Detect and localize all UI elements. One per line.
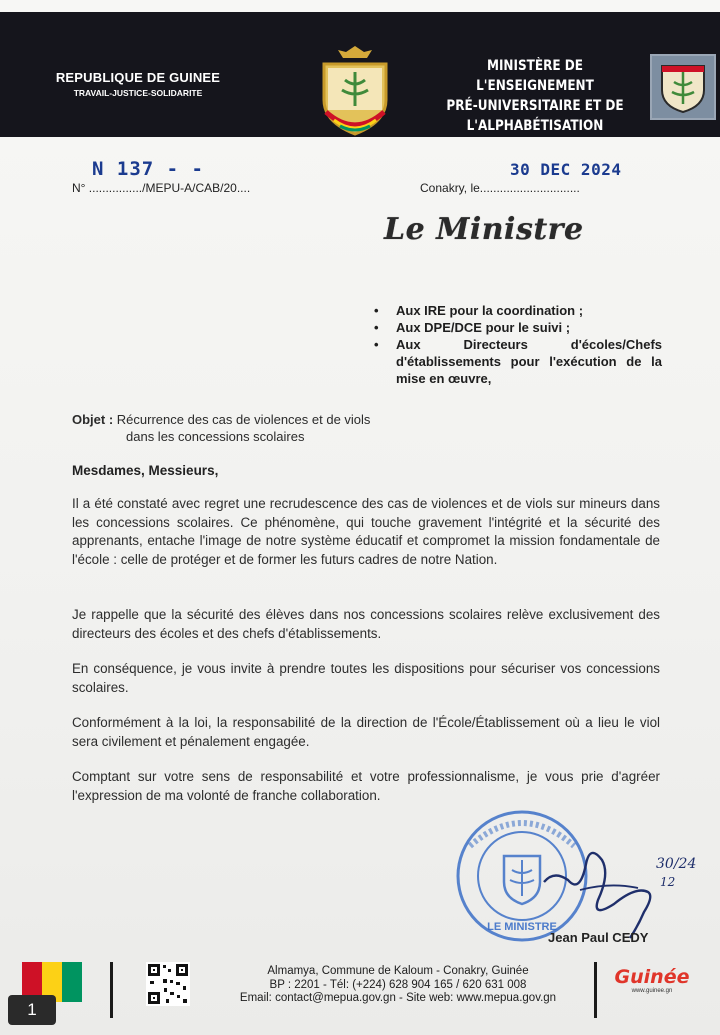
footer-divider xyxy=(594,962,597,1018)
brand-name: Guinée xyxy=(614,966,690,988)
reference-number-field: N° ................/MEPU-A/CAB/20.... xyxy=(72,181,251,195)
subject-line: Récurrence des cas de violences et de viols xyxy=(116,412,371,427)
flag-band xyxy=(62,962,82,1002)
signatory-name: Jean Paul CEDY xyxy=(548,930,649,945)
handwritten-reference-number: N 137 - - xyxy=(92,158,204,180)
recipients-list xyxy=(372,302,662,387)
subject-block xyxy=(72,411,370,445)
republic-name: REPUBLIQUE DE GUINEE xyxy=(55,70,221,85)
national-motto: TRAVAIL-JUSTICE-SOLIDARITE xyxy=(73,88,203,98)
brand-url: www.guinee.gn xyxy=(631,988,673,994)
body-paragraph: Comptant sur votre sens de responsabilité et votre professionnalisme, je vous prie d'agréer l'expression de ma volonté de franche collaboration. xyxy=(72,769,660,803)
ministry-line: L'ALPHABÉTISATION xyxy=(466,118,604,134)
qr-code-icon[interactable] xyxy=(146,962,190,1006)
address-line: Almamya, Commune de Kaloum - Conakry, Guinée xyxy=(267,965,529,977)
page-number-badge[interactable]: 1 xyxy=(8,995,56,1025)
body-paragraph: Il a été constaté avec regret une recrudescence des cas de violences et de viols sur mineurs dans les concessions scolaires. Ce phénomène, qui touche gravement l'intégrité et la sécurité des apprenants, entache l'image de notre système éducatif et compromet la mission fondamentale de l'école : celle de protéger et de former les futurs cadres de notre Nation. xyxy=(72,496,660,567)
handwritten-signature-icon xyxy=(540,830,700,940)
recipient-item: • Aux Directeurs d'écoles/Chefs d'établissements pour l'exécution de la mise en œuvre, xyxy=(372,336,662,387)
body-paragraph: Conformément à la loi, la responsabilité de la direction de l'École/Établissement où a lieu le viol sera civilement et pénalement engagée. xyxy=(72,715,660,749)
date-stamp: 30 DEC 2024 xyxy=(510,160,622,179)
header-banner xyxy=(0,12,720,137)
subject-line: dans les concessions scolaires xyxy=(126,429,305,444)
ministry-name xyxy=(441,56,628,136)
footer-divider xyxy=(110,962,113,1018)
body-paragraph: En conséquence, je vous invite à prendre toutes les dispositions pour sécuriser vos concessions scolaires. xyxy=(72,661,660,695)
ministry-line: MINISTÈRE DE L'ENSEIGNEMENT xyxy=(476,58,594,94)
republic-block xyxy=(48,70,228,98)
ministry-logo-icon xyxy=(650,54,716,120)
place-date-field: Conakry, le.............................. xyxy=(420,181,580,195)
salutation: Mesdames, Messieurs, xyxy=(72,463,219,478)
address-line: BP : 2201 - Tél: (+224) 628 904 165 / 620 631 008 xyxy=(269,978,527,991)
address-line: Email: contact@mepua.gov.gn - Site web: www.mepua.gov.gn xyxy=(239,992,557,1004)
subject-label: Objet : xyxy=(72,412,114,427)
ministry-line: PRÉ-UNIVERSITAIRE ET DE xyxy=(446,98,624,114)
coat-of-arms-icon xyxy=(312,42,398,140)
stamp-label: LE MINISTRE xyxy=(487,921,557,933)
recipient-item: • Aux DPE/DCE pour le suivi ; xyxy=(372,319,662,336)
signer-title: Le Ministre xyxy=(384,212,584,247)
body-paragraph: Je rappelle que la sécurité des élèves dans nos concessions scolaires relève exclusivement des directeurs des écoles et des chefs d'établissements. xyxy=(72,607,660,641)
footer-address xyxy=(212,965,584,1006)
svg-text:12: 12 xyxy=(660,875,676,889)
recipient-item: • Aux IRE pour la coordination ; xyxy=(372,302,662,319)
guinee-brand-logo xyxy=(612,966,692,994)
svg-text:30/24: 30/24 xyxy=(656,856,697,872)
